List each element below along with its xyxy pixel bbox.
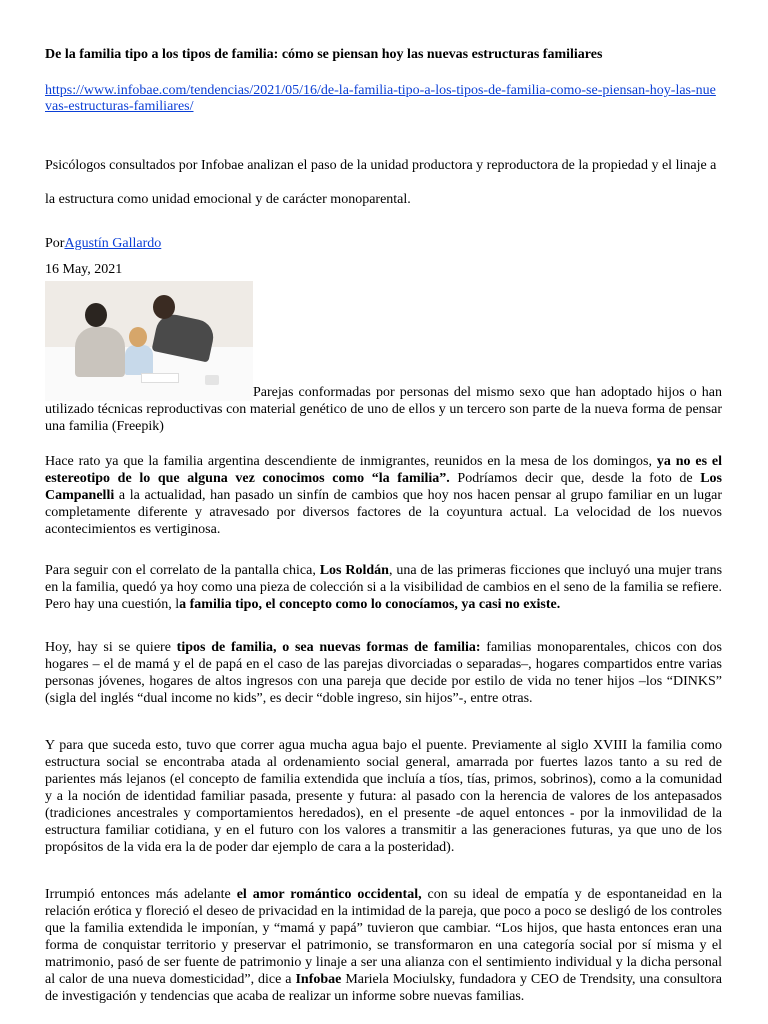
paragraph-1: Hace rato ya que la familia argentina descendiente de inmigrantes, reunidos en la mesa de los domingos, ya no es el estereotipo de lo que alguna vez conocimos como “la familia”. Podríamos decir que, desde la foto de Los Campanelli a la actualidad, han pasado un sinfín de cambios que hoy nos hacen pensar al grupo familiar en un lugar completamente diferente y atravesado por diversos factores de la coyuntura actual. La velocidad de los nuevos acontecimientos es vertiginosa. — [45, 454, 722, 537]
author-link[interactable]: Agustín Gallardo — [64, 236, 162, 251]
article-title: De la familia tipo a los tipos de familia: cómo se piensan hoy las nuevas estructuras familiares — [45, 47, 603, 62]
paragraph-5: Irrumpió entonces más adelante el amor romántico occidental, con su ideal de empatía y de espontaneidad en la relación erótica y floreció el deseo de privacidad en la intimidad de la pareja, que poco a poco se desligó de los controles que la familia extendida le imponían, y “mamá y papá” tuvieron que cambiar. “Los hijos, que hasta entonces eran una forma de conquistar territorio y preservar el patrimonio, se transformaron en una categoría social por sí misma y el matrimonio, pasó de ser fuente de patrimonio y linaje a ser una alianza con el sentimiento individual y la dicha personal al calor de una nueva domesticidad”, dice a Infobae Mariela Mociulsky, fundadora y CEO de Trendsity, una consultora de investigación y tendencias que acaba de realizar un informe sobre nuevas familias. — [45, 887, 723, 1004]
image-with-caption — [45, 281, 722, 435]
paragraph-4: Y para que suceda esto, tuvo que correr agua mucha agua bajo el puente. Previamente al siglo XVIII la familia como estructura social se encontraba atada al ordenamiento social general, amarrada por fuertes lazos tanto a su red de parientes más lejanos (el concepto de familia extendida que incluía a tíos, tías, primos, sobrinos), como a la comunidad y a la noción de identidad familiar pasada, presente y futura: al pasado con la herencia de valores de los antepasados (tradiciones ancestrales y comportamientos heredados), en el presente -de aquel entonces - por la inmovilidad de la estructura familiar cotidiana, y en el futuro con los valores a transmitir a las generaciones futuras, ya que uno de los propósitos de la vida era la de poder dar ejemplo de cara a la posteridad). — [45, 738, 722, 855]
image-caption: Parejas conformadas por personas del mismo sexo que han adoptado hijos o han utilizado técnicas reproductivas con material genético de uno de ellos y un tercero son parte de la nueva forma de pensar una familia (Freepik) — [45, 385, 722, 434]
paragraph-2: Para seguir con el correlato de la pantalla chica, Los Roldán, una de las primeras ficciones que incluyó una mujer trans en la familia, quedó ya hoy como una pieza de colección si a la visibilidad de cambios en el seno de la familia se refiere. Pero hay una cuestión, la familia tipo, el concepto como lo conocíamos, ya casi no existe. — [45, 563, 723, 612]
byline-prefix: Por — [45, 236, 65, 251]
family-photo — [45, 281, 253, 401]
paragraph-3: Hoy, hay si se quiere tipos de familia, o sea nuevas formas de familia: familias monoparentales, chicos con dos hogares – el de mamá y el de papá en el caso de las parejas divorciadas o separadas–, hogares compartidos entre varias personas jóvenes, hogares de altos ingresos con una pareja que decide por estilo de vida no tener hijos –los “DINKS” (sigla del inglés “dual income no kids”, es decir “doble ingreso, sin hijos”-, entre otras. — [45, 640, 722, 706]
document-page — [45, 38, 722, 1005]
article-url-link[interactable]: https://www.infobae.com/tendencias/2021/05/16/de-la-familia-tipo-a-los-tipos-de-familia-como-se-piensan-hoy-las-nuevas-estructuras-familiares/ — [45, 83, 716, 114]
publish-date: 16 May, 2021 — [45, 262, 123, 277]
byline — [45, 235, 722, 253]
article-intro: Psicólogos consultados por Infobae analizan el paso de la unidad productora y reproductora de la propiedad y el linaje a la estructura como unidad emocional y de carácter monoparental. — [45, 158, 717, 207]
